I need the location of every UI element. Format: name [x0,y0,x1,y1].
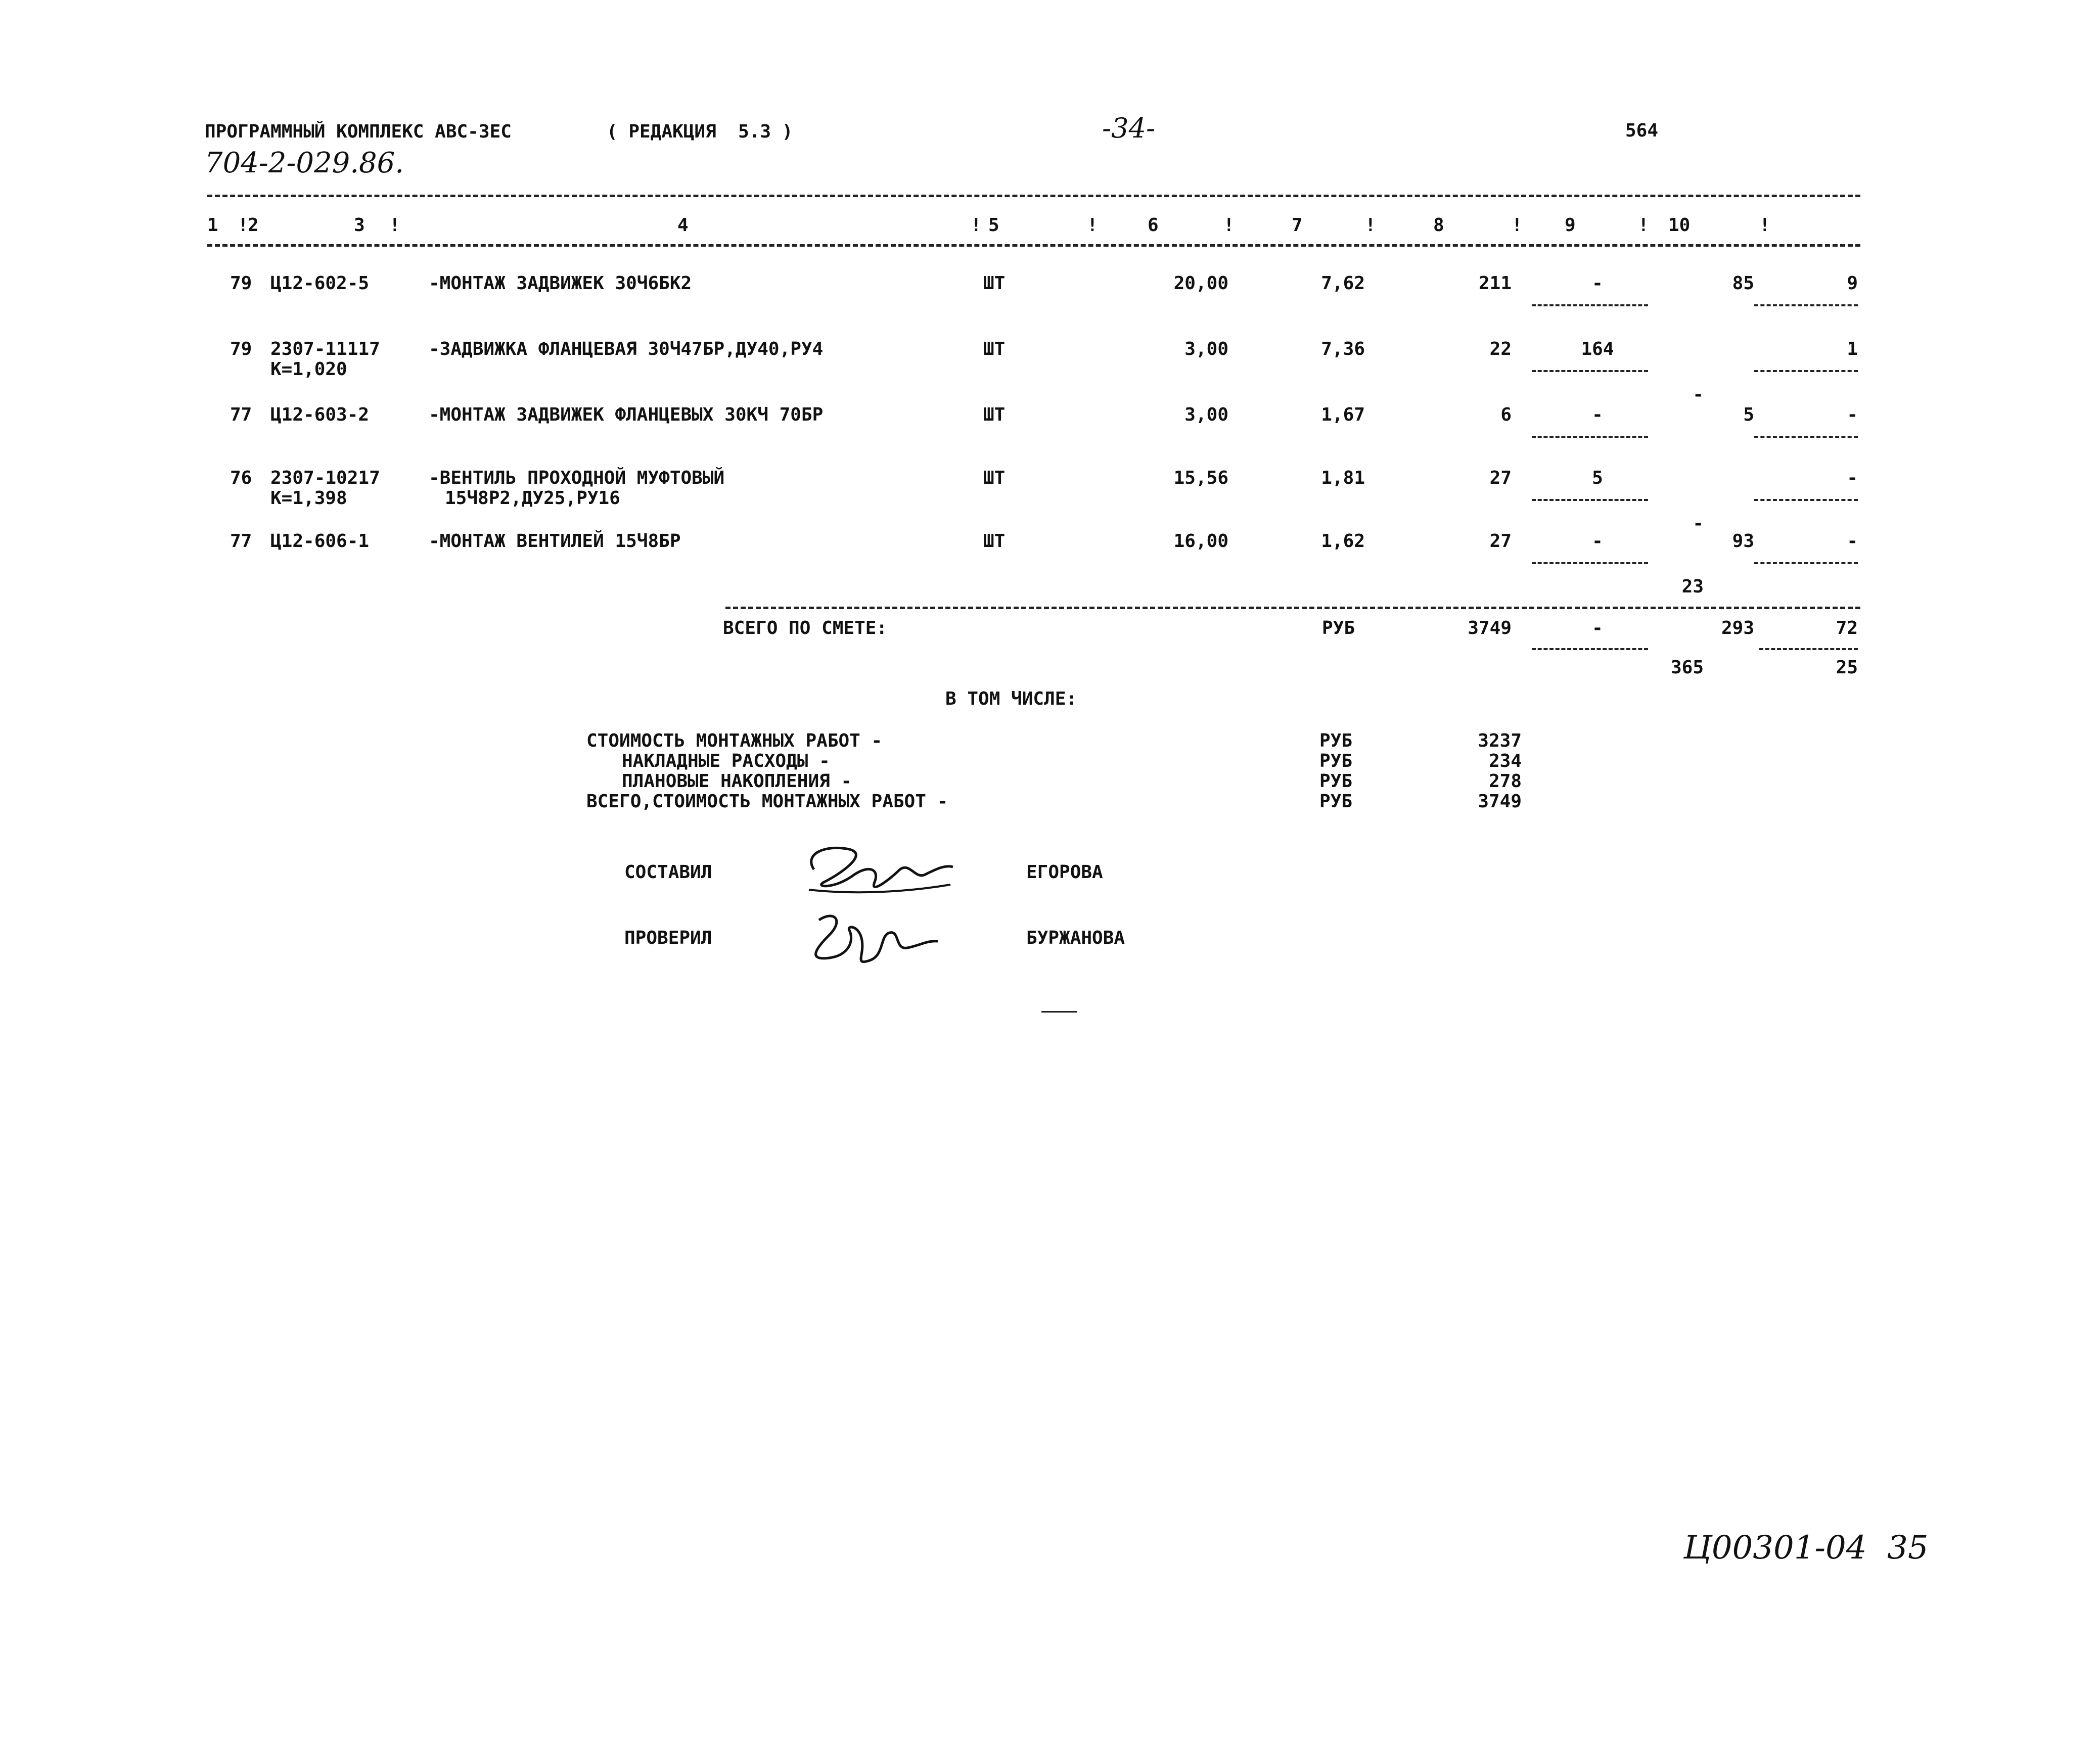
column-header-1: 1 [207,215,218,236]
row-col9: 85 [1732,273,1754,294]
column-separator: ! [1087,215,1098,236]
edition-label: ( РЕДАКЦИЯ 5.3 ) [607,121,793,142]
row-quantity: 3,00 [1184,404,1228,425]
breakdown-unit: РУБ [1319,730,1353,751]
column-header-9: 9 [1565,215,1576,236]
row-quantity: 15,56 [1173,468,1228,488]
column-header-8: 8 [1433,215,1444,236]
header-rule-top [207,195,1860,197]
breakdown-label: ВСЕГО,СТОИМОСТЬ МОНТАЖНЫХ РАБОТ - [586,791,948,812]
column-separator: ! [1365,215,1376,236]
breakdown-unit: РУБ [1319,771,1353,792]
row-col7: 22 [1489,339,1512,359]
row-col10-rule [1754,499,1858,501]
row-col8-sub: - [1693,384,1704,405]
column-separator: ! [1638,215,1649,236]
archive-stamp: Ц00301-04 35 [1683,1529,1929,1567]
row-col10: - [1847,531,1858,552]
row-col8: - [1592,404,1603,425]
row-col8: - [1592,531,1603,552]
total-rule [725,607,1860,609]
row-code: Ц12-602-5 [270,273,370,294]
total-col10: 72 [1836,618,1858,638]
row-col9: 93 [1732,531,1754,552]
row-col7: 27 [1489,468,1512,488]
row-unit: ШТ [983,404,1006,425]
row-name: -МОНТАЖ ЗАДВИЖЕК 30Ч6БК2 [429,273,692,294]
row-col10: - [1847,468,1858,488]
row-unit: ШТ [983,468,1006,488]
breakdown-value: 3749 [1478,791,1522,812]
row-coefficient: К=1,020 [270,359,347,380]
row-name-continued: 15Ч8Р2,ДУ25,РУ16 [445,488,620,509]
row-number: 77 [230,531,252,552]
column-separator: ! [1759,215,1770,236]
sheet-number: 564 [1625,120,1659,141]
row-name: -ВЕНТИЛЬ ПРОХОДНОЙ МУФТОВЫЙ [429,468,725,488]
row-quantity: 20,00 [1173,273,1228,294]
compiled-label: СОСТАВИЛ [624,862,712,883]
row-col10-rule [1754,436,1858,438]
row-code: Ц12-603-2 [270,404,370,425]
row-col8: - [1592,273,1603,294]
row-name: -МОНТАЖ ЗАДВИЖЕК ФЛАНЦЕВЫХ 30КЧ 70БР [429,404,824,425]
breakdown-label: ПЛАНОВЫЕ НАКОПЛЕНИЯ - [622,771,852,792]
breakdown-unit: РУБ [1319,751,1353,771]
column-separator: ! [389,215,400,236]
row-code: 2307-11117 [270,339,380,359]
total-amount: 3749 [1468,618,1512,638]
row-number: 76 [230,468,252,488]
column-header-2: 2 [248,215,259,236]
row-name: -ЗАДВИЖКА ФЛАНЦЕВАЯ 30Ч47БР,ДУ40,РУ4 [429,339,824,359]
checked-label: ПРОВЕРИЛ [624,928,712,948]
row-price: 1,62 [1321,531,1365,552]
header-rule-bottom [207,244,1860,247]
breakdown-value: 3237 [1478,730,1522,751]
row-code: 2307-10217 [270,468,380,488]
breakdown-label: НАКЛАДНЫЕ РАСХОДЫ - [622,751,830,771]
row-coefficient: К=1,398 [270,488,347,509]
column-separator: ! [238,215,249,236]
program-title: ПРОГРАММНЫЙ КОМПЛЕКС АВС-3ЕС [205,121,512,142]
column-separator: ! [1512,215,1523,236]
row-col10: 9 [1847,273,1858,294]
row-col10-rule [1754,370,1858,372]
total-label: ВСЕГО ПО СМЕТЕ: [723,618,888,638]
row-unit: ШТ [983,531,1006,552]
signature-egorova [794,834,955,905]
breakdown-value: 278 [1488,771,1522,792]
row-name: -МОНТАЖ ВЕНТИЛЕЙ 15Ч8БР [429,531,681,552]
row-code: Ц12-606-1 [270,531,370,552]
compiled-name: ЕГОРОВА [1026,862,1103,883]
project-code: 704-2-029.86. [205,147,404,179]
total-unit: РУБ [1322,618,1355,638]
breakdown-label: СТОИМОСТЬ МОНТАЖНЫХ РАБОТ - [586,730,883,751]
row-col10: - [1847,404,1858,425]
row-col8: 5 [1592,468,1603,488]
row-unit: ШТ [983,339,1006,359]
row-quantity: 16,00 [1173,531,1228,552]
checked-name: БУРЖАНОВА [1026,928,1125,948]
row-number: 79 [230,273,252,294]
breakdown-value: 234 [1488,751,1522,771]
total-col10-rule [1759,648,1858,650]
column-header-6: 6 [1148,215,1159,236]
row-price: 1,67 [1321,404,1365,425]
column-separator: ! [971,215,982,236]
row-price: 7,36 [1321,339,1365,359]
row-col7: 6 [1500,404,1512,425]
row-col9: 5 [1743,404,1754,425]
row-number: 77 [230,404,252,425]
column-separator: ! [1223,215,1235,236]
column-header-10: 10 [1668,215,1691,236]
column-header-5: 5 [988,215,999,236]
row-col10-rule [1754,562,1858,564]
row-unit: ШТ [983,273,1006,294]
total-col9: 293 [1721,618,1754,638]
row-col8: 164 [1581,339,1614,359]
total-col8-rule [1532,648,1648,650]
signature-burzhanova [799,905,940,971]
row-col8-sub: 23 [1681,576,1704,597]
row-col8-rule [1532,436,1648,438]
row-col7: 27 [1489,531,1512,552]
row-col8-rule [1532,562,1648,564]
short-rule [1041,1011,1077,1013]
row-number: 79 [230,339,252,359]
column-header-4: 4 [677,215,689,236]
page-number: -34- [1102,112,1156,144]
total-col8: - [1592,618,1603,638]
column-header-3: 3 [354,215,365,236]
row-quantity: 3,00 [1184,339,1228,359]
row-col8-sub: - [1693,513,1704,534]
row-col8-rule [1532,370,1648,372]
breakdown-unit: РУБ [1319,791,1353,812]
row-col8-rule [1532,304,1648,306]
column-header-7: 7 [1292,215,1303,236]
row-price: 1,81 [1321,468,1365,488]
total-col8-sub: 365 [1670,657,1704,678]
row-col7: 211 [1478,273,1512,294]
row-col10: 1 [1847,339,1858,359]
breakdown-title: В ТОМ ЧИСЛЕ: [945,689,1077,709]
row-col8-rule [1532,499,1648,501]
row-price: 7,62 [1321,273,1365,294]
total-col10-sub: 25 [1836,657,1858,678]
row-col10-rule [1754,304,1858,306]
